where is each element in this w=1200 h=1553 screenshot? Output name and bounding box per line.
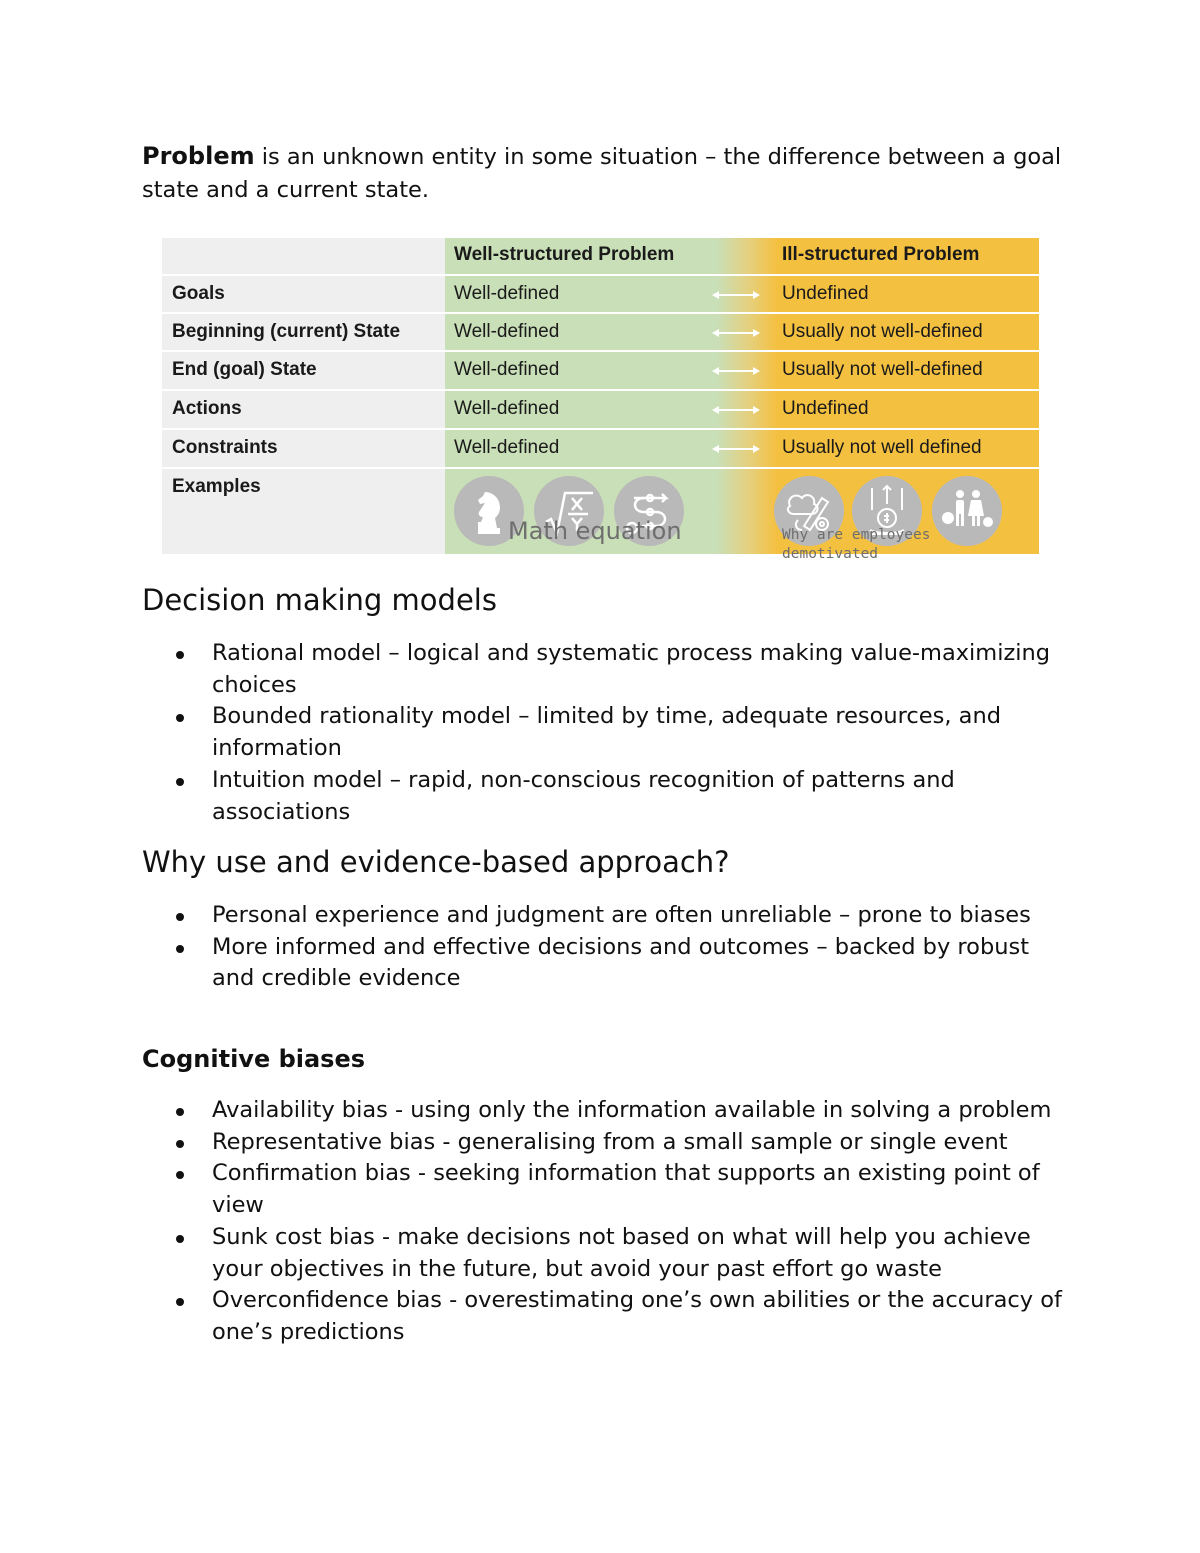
cell-well-constraints: Well-defined — [454, 437, 560, 458]
row-label-examples: Examples — [172, 476, 261, 497]
bullet-icon — [176, 1171, 184, 1179]
row-divider — [162, 389, 1039, 391]
row-label-actions: Actions — [172, 398, 242, 419]
header-ill-structured: Ill-structured Problem — [782, 244, 980, 265]
list-item: Bounded rationality model – limited by time, adequate resources, and information — [142, 701, 1072, 764]
overlay-line-1: Why are employees — [782, 527, 931, 543]
problem-comparison-table — [162, 238, 1039, 562]
overlay-line-2: demotivated — [782, 546, 879, 562]
row-label-constraints: Constraints — [172, 437, 278, 458]
cell-well-actions: Well-defined — [454, 398, 560, 419]
bullet-icon — [176, 1108, 184, 1116]
list-item: More informed and effective decisions and outcomes – backed by robust and credible evidence — [142, 932, 1072, 995]
row-label-beginning-state: Beginning (current) State — [172, 321, 401, 342]
list-item: Sunk cost bias - make decisions not based on what will help you achieve your objectives in the future, but avoid your past effort go waste — [142, 1222, 1072, 1285]
employees-demotivated-overlay-text — [782, 526, 930, 564]
bullet-icon — [176, 945, 184, 953]
cell-well-goals: Well-defined — [454, 283, 560, 304]
intro-paragraph — [142, 140, 1072, 206]
row-label-end-state: End (goal) State — [172, 359, 317, 380]
list-item: Personal experience and judgment are often unreliable – prone to biases — [142, 900, 1072, 932]
row-divider — [162, 312, 1039, 314]
list-item: Intuition model – rapid, non-conscious recognition of patterns and associations — [142, 765, 1072, 828]
evidence-list — [142, 900, 1072, 995]
double-arrow-icon — [712, 404, 760, 416]
list-item: Confirmation bias - seeking information that supports an existing point of view — [142, 1158, 1072, 1221]
list-item: Availability bias - using only the information available in solving a problem — [142, 1095, 1072, 1127]
intro-term: Problem — [142, 142, 255, 170]
row-divider — [162, 428, 1039, 430]
cell-ill-actions: Undefined — [782, 398, 869, 419]
bullet-icon — [176, 651, 184, 659]
bullet-icon — [176, 778, 184, 786]
double-arrow-icon — [712, 289, 760, 301]
cell-well-beginning-state: Well-defined — [454, 321, 560, 342]
cognitive-biases-list — [142, 1095, 1072, 1349]
cell-ill-constraints: Usually not well defined — [782, 437, 982, 458]
column-gradient-transition — [717, 238, 777, 554]
double-arrow-icon — [712, 443, 760, 455]
header-well-structured: Well-structured Problem — [454, 244, 675, 265]
list-item: Representative bias - generalising from a small sample or single event — [142, 1127, 1072, 1159]
row-divider — [162, 274, 1039, 276]
decision-models-list — [142, 638, 1072, 828]
bullet-icon — [176, 1298, 184, 1306]
list-item: Overconfidence bias - overestimating one’s own abilities or the accuracy of one’s predictions — [142, 1285, 1072, 1348]
intro-definition: is an unknown entity in some situation – the difference between a goal state and a current state. — [142, 144, 1062, 203]
bullet-icon — [176, 1235, 184, 1243]
cognitive-biases-heading: Cognitive biases — [142, 1045, 366, 1073]
bullet-icon — [176, 913, 184, 921]
double-arrow-icon — [712, 365, 760, 377]
list-item: Rational model – logical and systematic process making value-maximizing choices — [142, 638, 1072, 701]
cell-ill-goals: Undefined — [782, 283, 869, 304]
double-arrow-icon — [712, 327, 760, 339]
row-label-goals: Goals — [172, 283, 225, 304]
bullet-icon — [176, 714, 184, 722]
evidence-heading: Why use and evidence-based approach? — [142, 845, 730, 879]
cell-ill-end-state: Usually not well-defined — [782, 359, 983, 380]
row-divider — [162, 350, 1039, 352]
cell-ill-beginning-state: Usually not well-defined — [782, 321, 983, 342]
cell-well-end-state: Well-defined — [454, 359, 560, 380]
decision-models-heading: Decision making models — [142, 583, 497, 617]
math-equation-overlay-text: Math equation — [508, 517, 682, 545]
bullet-icon — [176, 1140, 184, 1148]
people-money-icon — [932, 476, 1002, 546]
row-divider — [162, 467, 1039, 469]
